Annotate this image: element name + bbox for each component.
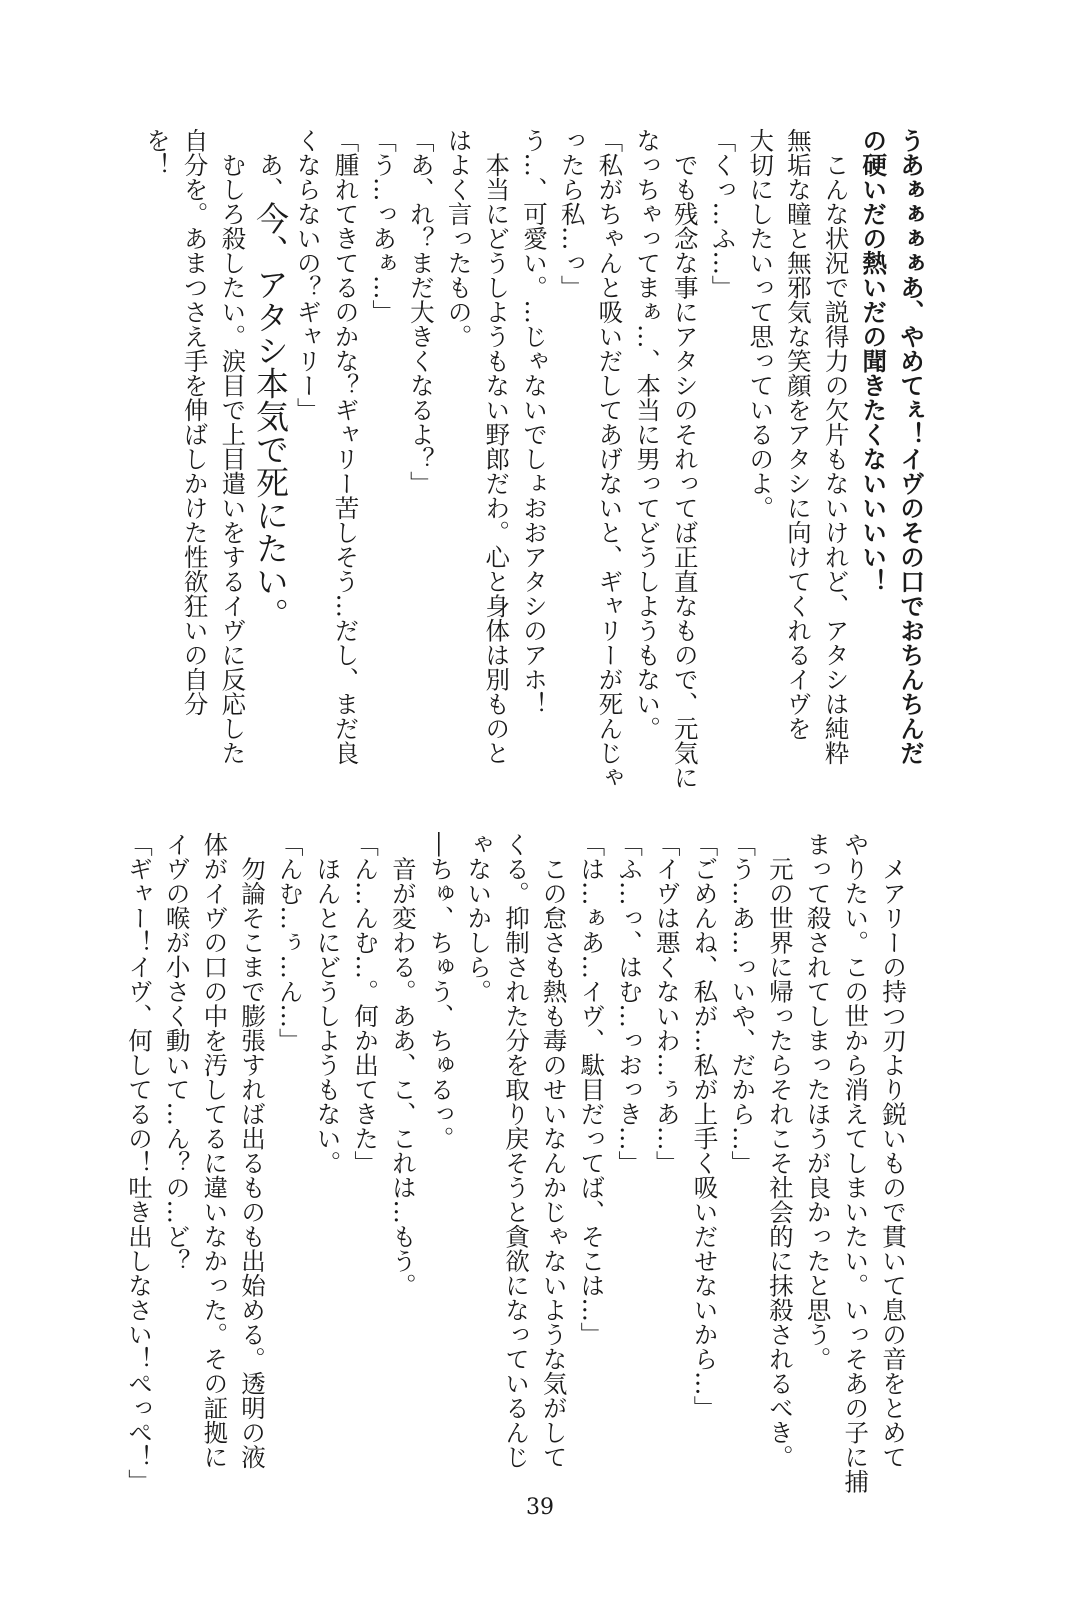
emphasized-text: 今、アタシ本気で死にたい。 (251, 201, 291, 631)
text-line: 「んむ…ぅ…ん…」 (275, 832, 305, 1053)
text-line: 無垢な瞳と無邪気な笑顔をアタシに向けてくれるイヴを (783, 128, 813, 741)
text-line: 「あ、れ？まだ大きくなるよ？」 (406, 128, 436, 496)
text-line: まって殺されてしまったほうが良かったと思う。 (803, 832, 833, 1371)
text-line: ―ちゅ、ちゅう、ちゅるっ。 (426, 832, 456, 1151)
text-line: くならないの？ギャリー」 (293, 128, 323, 422)
page-number: 39 (526, 1495, 554, 1520)
text-line: 「私がちゃんと吸いだしてあげないと、ギャリーが死んじゃ (595, 128, 625, 790)
text-line: メアリーの持つ刃より鋭いもので貫いて息の音をとめて (879, 832, 908, 1469)
text-line: う…、可愛い。…じゃないでしょおおアタシのアホ！ (519, 128, 549, 716)
text-line: こんな状況で説得力の欠片もないけれど、アタシは純粋 (821, 128, 851, 765)
text-line: 音が変わる。ああ、こ、これは…もう。 (388, 832, 418, 1298)
lower-text-block (120, 832, 912, 1494)
text-prefix: あ、 (256, 128, 286, 202)
text-line: 「ごめんね、私が…私が上手く吸いだせないから…」 (690, 832, 720, 1420)
text-line: 自分を。あまつさえ手を伸ばしかけた性欲狂いの自分 (180, 128, 210, 716)
text-line: イヴの喉が小さく動いて…ん？の…ど？ (162, 832, 192, 1273)
text-line: うあぁぁぁぁあ、やめてぇ！イヴのその口でおちんちんだ (897, 128, 926, 765)
text-line: はよく言ったもの。 (444, 128, 474, 349)
text-line: この怠さも熱も毒のせいなんかじゃないような気がして (539, 832, 569, 1469)
text-line: 「くっ…ふ…」 (708, 128, 738, 300)
text-line: を！ (142, 128, 172, 177)
text-line: 「う…あ…っいや、だから…」 (728, 832, 758, 1175)
text-line: 「イヴは悪くないわ…ぅあ…」 (652, 832, 682, 1175)
text-line: 「ふ…っ、はむ…っおっき…」 (615, 832, 645, 1175)
text-line: ほんとにどうしようもない。 (313, 832, 343, 1175)
text-line: 勿論そこまで膨張すれば出るものも出始める。透明の液 (238, 832, 268, 1469)
text-line: 「ギャー！イヴ、何してるの！吐き出しなさい！ぺっぺ！」 (124, 832, 154, 1494)
text-line: 体がイヴの口の中を汚してるに違いなかった。その証拠に (200, 832, 230, 1469)
emphasis-line (251, 128, 289, 768)
text-line: 「は…ぁあ…イヴ、駄目だってば、そこは…」 (577, 832, 607, 1347)
text-line: くる。抑制された分を取り戻そうと貪欲になっているんじ (501, 832, 531, 1469)
text-line: でも残念な事にアタシのそれってば正直なもので、元気に (670, 128, 700, 790)
text-line: の硬いだの熱いだの聞きたくないいいい！ (859, 128, 889, 594)
text-line: なっちゃってまぁ…、本当に男ってどうしようもない。 (633, 128, 663, 741)
text-line: 大切にしたいって思っているのよ。 (746, 128, 776, 520)
upper-text-block (138, 128, 930, 790)
text-line: 元の世界に帰ったらそれこそ社会的に抹殺されるべき。 (765, 832, 795, 1469)
text-line: 「う…っあぁ…」 (369, 128, 399, 324)
text-line: やりたい。この世から消えてしまいたい。いっそあの子に捕 (841, 832, 871, 1494)
text-line: ったら私…っ」 (557, 128, 587, 300)
text-line: ゃないかしら。 (464, 832, 494, 1004)
text-line: むしろ殺したい。涙目で上目遣いをするイヴに反応した (218, 128, 248, 765)
text-line: 「腫れてきてるのかな？ギャリー苦しそう…だし、まだ良 (331, 128, 361, 765)
text-line: 「ん…んむ…。何か出てきた」 (351, 832, 381, 1175)
text-line: 本当にどうしようもない野郎だわ。心と身体は別ものと (482, 128, 512, 765)
